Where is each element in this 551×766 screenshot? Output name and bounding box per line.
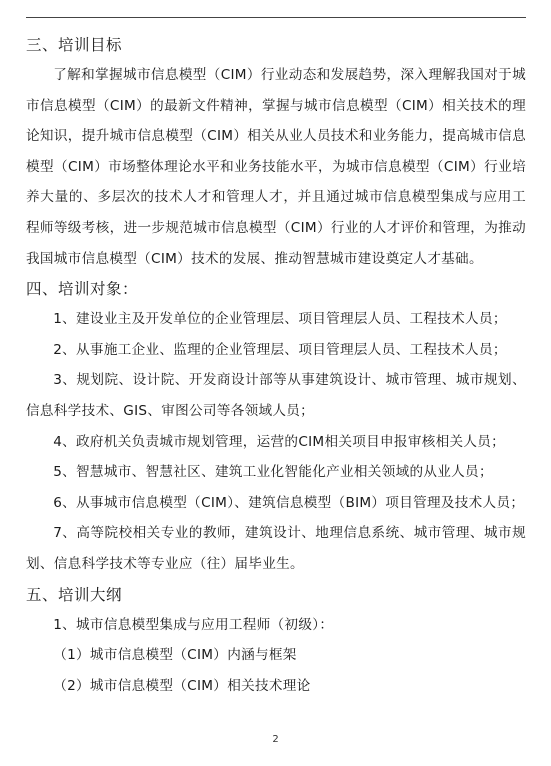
header-rule [26, 17, 526, 18]
audience-item: 2、从事施工企业、监理的企业管理层、项目管理层人员、工程技术人员； [53, 341, 507, 358]
section-heading-training-goals: 三、培训目标 [26, 36, 123, 54]
section-heading-training-outline: 五、培训大纲 [26, 585, 123, 604]
page-number: 2 [272, 734, 279, 745]
audience-item: 7、高等院校相关专业的教师，建筑设计、地理信息系统、城市管理、城市规划、信息科学技术等专业应（往）届毕业生。 [26, 525, 526, 572]
audience-item: 3、规划院、设计院、开发商设计部等从事建筑设计、城市管理、城市规划、信息科学技术、GIS、审图公司等各领域人员； [26, 372, 526, 419]
audience-item: 6、从事城市信息模型（CIM）、建筑信息模型（BIM）项目管理及技术人员； [53, 494, 525, 511]
audience-item: 1、建设业主及开发单位的企业管理层、项目管理层人员、工程技术人员； [53, 311, 507, 328]
section-heading-training-audience: 四、培训对象： [26, 280, 139, 299]
outline-subitem: （2）城市信息模型（CIM）相关技术理论 [53, 677, 311, 694]
outline-course-title: 1、城市信息模型集成与应用工程师（初级）： [53, 616, 334, 633]
audience-item: 5、智慧城市、智慧社区、建筑工业化智能化产业相关领域的从业人员； [53, 464, 493, 481]
outline-subitem: （1）城市信息模型（CIM）内涵与框架 [53, 647, 297, 664]
training-goals-paragraph: 了解和掌握城市信息模型（CIM）行业动态和发展趋势，深入理解我国对于城市信息模型（CIM）的最新文件精神，掌握与城市信息模型（CIM）相关技术的理论知识，提升城市信息模型（CIM）相关从业人员技术和业务能力，提高城市信息模型（CIM）市场整体理论水平和业务技能水平，为城市信息模型（CIM）行业培养大量的、多层次的技术人才和管理人才，并且通过城市信息模型集成与应用工程师等级考核，进一步规范城市信息模型（CIM）行业的人才评价和管理，为推动我国城市信息模型（CIM）技术的发展、推动智慧城市建设奠定人才基础。 [26, 67, 526, 267]
audience-item: 4、政府机关负责城市规划管理，运营的CIM相关项目申报审核相关人员； [53, 433, 506, 450]
page-content [26, 30, 526, 701]
